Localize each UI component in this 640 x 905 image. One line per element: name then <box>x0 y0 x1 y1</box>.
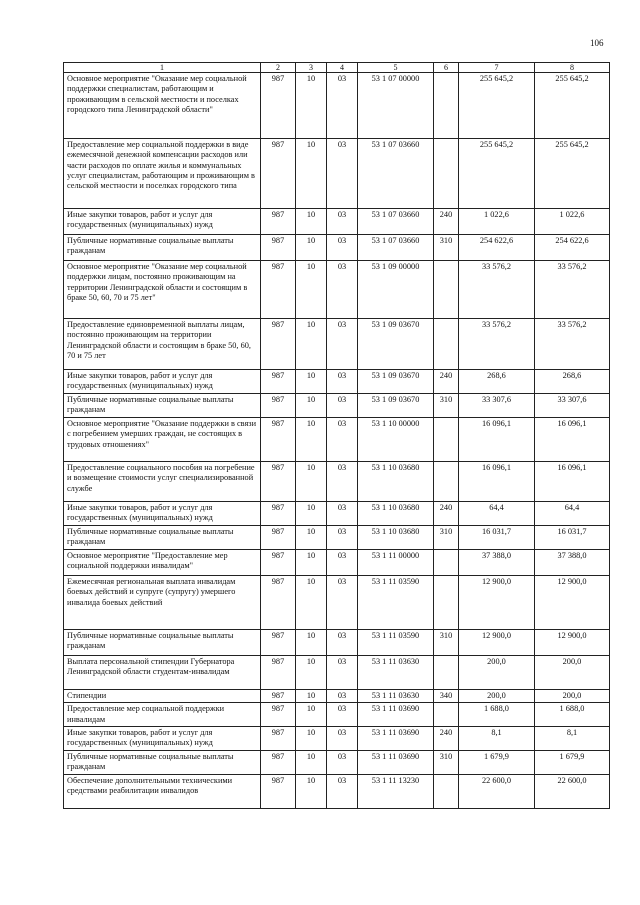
table-row <box>64 502 610 526</box>
expense-type <box>434 703 459 727</box>
expense-type: 310 <box>434 750 459 774</box>
row-name: Публичные нормативные социальные выплаты гражданам <box>64 526 261 550</box>
subsection: 03 <box>327 462 358 502</box>
row-name: Публичные нормативные социальные выплаты гражданам <box>64 750 261 774</box>
target-article: 53 1 07 00000 <box>358 73 434 139</box>
row-name: Основное мероприятие "Оказание поддержки в связи с погребением умерших граждан, не состоящих в трудовых отношениях" <box>64 418 261 462</box>
table-row <box>64 418 610 462</box>
table-body <box>64 73 610 809</box>
column-header-8: 8 <box>535 63 610 73</box>
row-name: Предоставление мер социальной поддержки в виде ежемесячной денежной компенсации расходов или части расходов по оплате жилья и коммунальных услуг специалистам, работающим и проживающим в сельской местности и поселках городского типа <box>64 139 261 209</box>
admin-code: 987 <box>261 394 296 418</box>
amount-year-1: 12 900,0 <box>459 576 535 630</box>
amount-year-2: 255 645,2 <box>535 73 610 139</box>
section: 10 <box>296 727 327 751</box>
target-article: 53 1 10 00000 <box>358 418 434 462</box>
target-article: 53 1 09 03670 <box>358 394 434 418</box>
table-row <box>64 774 610 808</box>
section: 10 <box>296 774 327 808</box>
table-row <box>64 656 610 690</box>
target-article: 53 1 11 00000 <box>358 550 434 576</box>
amount-year-2: 254 622,6 <box>535 235 610 261</box>
subsection: 03 <box>327 394 358 418</box>
amount-year-1: 33 307,6 <box>459 394 535 418</box>
subsection: 03 <box>327 418 358 462</box>
column-header-6: 6 <box>434 63 459 73</box>
section: 10 <box>296 703 327 727</box>
subsection: 03 <box>327 73 358 139</box>
admin-code: 987 <box>261 690 296 703</box>
row-name: Основное мероприятие "Оказание мер социальной поддержки специалистам, работающим и проживающим в сельской местности и поселках городского типа Ленинградской области" <box>64 73 261 139</box>
row-name: Иные закупки товаров, работ и услуг для государственных (муниципальных) нужд <box>64 727 261 751</box>
expense-type: 310 <box>434 394 459 418</box>
target-article: 53 1 11 03630 <box>358 656 434 690</box>
amount-year-1: 12 900,0 <box>459 630 535 656</box>
budget-table <box>63 62 610 809</box>
admin-code: 987 <box>261 209 296 235</box>
subsection: 03 <box>327 750 358 774</box>
section: 10 <box>296 319 327 370</box>
amount-year-1: 16 096,1 <box>459 462 535 502</box>
target-article: 53 1 11 03690 <box>358 727 434 751</box>
amount-year-2: 12 900,0 <box>535 576 610 630</box>
subsection: 03 <box>327 727 358 751</box>
table-row <box>64 750 610 774</box>
subsection: 03 <box>327 690 358 703</box>
subsection: 03 <box>327 502 358 526</box>
subsection: 03 <box>327 630 358 656</box>
target-article: 53 1 11 03590 <box>358 630 434 656</box>
amount-year-2: 16 031,7 <box>535 526 610 550</box>
section: 10 <box>296 502 327 526</box>
section: 10 <box>296 209 327 235</box>
expense-type <box>434 319 459 370</box>
table-row <box>64 526 610 550</box>
expense-type: 340 <box>434 690 459 703</box>
header-row <box>64 63 610 73</box>
section: 10 <box>296 630 327 656</box>
row-name: Стипендии <box>64 690 261 703</box>
subsection: 03 <box>327 576 358 630</box>
table-row <box>64 550 610 576</box>
column-header-4: 4 <box>327 63 358 73</box>
row-name: Предоставление социального пособия на погребение и возмещение стоимости услуг специализированной службе <box>64 462 261 502</box>
table-row <box>64 462 610 502</box>
amount-year-2: 37 388,0 <box>535 550 610 576</box>
amount-year-1: 64,4 <box>459 502 535 526</box>
admin-code: 987 <box>261 703 296 727</box>
target-article: 53 1 11 03590 <box>358 576 434 630</box>
section: 10 <box>296 139 327 209</box>
admin-code: 987 <box>261 576 296 630</box>
section: 10 <box>296 656 327 690</box>
expense-type <box>434 774 459 808</box>
column-header-7: 7 <box>459 63 535 73</box>
amount-year-1: 1 022,6 <box>459 209 535 235</box>
subsection: 03 <box>327 209 358 235</box>
row-name: Публичные нормативные социальные выплаты гражданам <box>64 630 261 656</box>
target-article: 53 1 10 03680 <box>358 526 434 550</box>
amount-year-1: 16 031,7 <box>459 526 535 550</box>
admin-code: 987 <box>261 502 296 526</box>
amount-year-1: 22 600,0 <box>459 774 535 808</box>
expense-type: 240 <box>434 370 459 394</box>
admin-code: 987 <box>261 774 296 808</box>
amount-year-1: 200,0 <box>459 656 535 690</box>
section: 10 <box>296 550 327 576</box>
target-article: 53 1 07 03660 <box>358 235 434 261</box>
amount-year-2: 268,6 <box>535 370 610 394</box>
row-name: Публичные нормативные социальные выплаты гражданам <box>64 394 261 418</box>
section: 10 <box>296 261 327 319</box>
amount-year-2: 200,0 <box>535 656 610 690</box>
amount-year-2: 1 688,0 <box>535 703 610 727</box>
subsection: 03 <box>327 235 358 261</box>
expense-type <box>434 550 459 576</box>
column-header-2: 2 <box>261 63 296 73</box>
amount-year-1: 268,6 <box>459 370 535 394</box>
row-name: Выплата персональной стипендии Губернатора Ленинградской области студентам-инвалидам <box>64 656 261 690</box>
amount-year-2: 16 096,1 <box>535 418 610 462</box>
target-article: 53 1 11 13230 <box>358 774 434 808</box>
admin-code: 987 <box>261 656 296 690</box>
table-row <box>64 261 610 319</box>
amount-year-2: 33 307,6 <box>535 394 610 418</box>
amount-year-2: 33 576,2 <box>535 319 610 370</box>
amount-year-1: 16 096,1 <box>459 418 535 462</box>
table-row <box>64 319 610 370</box>
amount-year-1: 1 679,9 <box>459 750 535 774</box>
table-row <box>64 73 610 139</box>
row-name: Предоставление единовременной выплаты лицам, постоянно проживающим на территории Ленинградской области и состоящим в браке 50, 60, 70 и 75 лет <box>64 319 261 370</box>
amount-year-1: 37 388,0 <box>459 550 535 576</box>
expense-type: 240 <box>434 502 459 526</box>
target-article: 53 1 10 03680 <box>358 502 434 526</box>
amount-year-1: 33 576,2 <box>459 261 535 319</box>
expense-type <box>434 576 459 630</box>
column-header-1: 1 <box>64 63 261 73</box>
amount-year-1: 255 645,2 <box>459 73 535 139</box>
section: 10 <box>296 235 327 261</box>
table-row <box>64 209 610 235</box>
target-article: 53 1 11 03690 <box>358 750 434 774</box>
table-row <box>64 235 610 261</box>
expense-type <box>434 656 459 690</box>
amount-year-2: 22 600,0 <box>535 774 610 808</box>
row-name: Иные закупки товаров, работ и услуг для государственных (муниципальных) нужд <box>64 209 261 235</box>
table-row <box>64 394 610 418</box>
admin-code: 987 <box>261 235 296 261</box>
section: 10 <box>296 690 327 703</box>
admin-code: 987 <box>261 73 296 139</box>
expense-type <box>434 139 459 209</box>
expense-type: 310 <box>434 630 459 656</box>
admin-code: 987 <box>261 526 296 550</box>
target-article: 53 1 09 00000 <box>358 261 434 319</box>
amount-year-2: 1 679,9 <box>535 750 610 774</box>
amount-year-2: 33 576,2 <box>535 261 610 319</box>
expense-type <box>434 261 459 319</box>
table-row <box>64 576 610 630</box>
amount-year-2: 64,4 <box>535 502 610 526</box>
section: 10 <box>296 418 327 462</box>
row-name: Предоставление мер социальной поддержки инвалидам <box>64 703 261 727</box>
row-name: Обеспечение дополнительными техническими средствами реабилитации инвалидов <box>64 774 261 808</box>
row-name: Основное мероприятие "Оказание мер социальной поддержки лицам, постоянно проживающим на территории Ленинградской области и состоящим в браке 50, 60, 70 и 75 лет" <box>64 261 261 319</box>
section: 10 <box>296 576 327 630</box>
expense-type <box>434 73 459 139</box>
amount-year-1: 200,0 <box>459 690 535 703</box>
target-article: 53 1 07 03660 <box>358 139 434 209</box>
expense-type: 310 <box>434 235 459 261</box>
subsection: 03 <box>327 370 358 394</box>
row-name: Основное мероприятие "Предоставление мер социальной поддержки инвалидам" <box>64 550 261 576</box>
subsection: 03 <box>327 261 358 319</box>
amount-year-2: 12 900,0 <box>535 630 610 656</box>
amount-year-1: 8,1 <box>459 727 535 751</box>
table-row <box>64 370 610 394</box>
table-row <box>64 139 610 209</box>
amount-year-2: 255 645,2 <box>535 139 610 209</box>
subsection: 03 <box>327 703 358 727</box>
admin-code: 987 <box>261 319 296 370</box>
admin-code: 987 <box>261 750 296 774</box>
amount-year-1: 255 645,2 <box>459 139 535 209</box>
amount-year-1: 33 576,2 <box>459 319 535 370</box>
admin-code: 987 <box>261 261 296 319</box>
subsection: 03 <box>327 774 358 808</box>
section: 10 <box>296 462 327 502</box>
target-article: 53 1 11 03690 <box>358 703 434 727</box>
subsection: 03 <box>327 526 358 550</box>
section: 10 <box>296 394 327 418</box>
target-article: 53 1 09 03670 <box>358 370 434 394</box>
target-article: 53 1 11 03630 <box>358 690 434 703</box>
amount-year-2: 8,1 <box>535 727 610 751</box>
table-row <box>64 727 610 751</box>
section: 10 <box>296 370 327 394</box>
subsection: 03 <box>327 550 358 576</box>
expense-type <box>434 462 459 502</box>
expense-type: 240 <box>434 209 459 235</box>
amount-year-1: 254 622,6 <box>459 235 535 261</box>
expense-type: 310 <box>434 526 459 550</box>
admin-code: 987 <box>261 550 296 576</box>
subsection: 03 <box>327 139 358 209</box>
admin-code: 987 <box>261 139 296 209</box>
table-row <box>64 630 610 656</box>
amount-year-1: 1 688,0 <box>459 703 535 727</box>
page-number: 106 <box>590 38 604 48</box>
subsection: 03 <box>327 319 358 370</box>
subsection: 03 <box>327 656 358 690</box>
admin-code: 987 <box>261 727 296 751</box>
column-header-3: 3 <box>296 63 327 73</box>
amount-year-2: 16 096,1 <box>535 462 610 502</box>
expense-type: 240 <box>434 727 459 751</box>
row-name: Ежемесячная региональная выплата инвалидам боевых действий и супруге (супругу) умершего инвалида боевых действий <box>64 576 261 630</box>
amount-year-2: 200,0 <box>535 690 610 703</box>
column-header-5: 5 <box>358 63 434 73</box>
table-row <box>64 703 610 727</box>
table-row <box>64 690 610 703</box>
target-article: 53 1 10 03680 <box>358 462 434 502</box>
expense-type <box>434 418 459 462</box>
admin-code: 987 <box>261 630 296 656</box>
amount-year-2: 1 022,6 <box>535 209 610 235</box>
section: 10 <box>296 73 327 139</box>
row-name: Иные закупки товаров, работ и услуг для государственных (муниципальных) нужд <box>64 370 261 394</box>
row-name: Иные закупки товаров, работ и услуг для государственных (муниципальных) нужд <box>64 502 261 526</box>
target-article: 53 1 07 03660 <box>358 209 434 235</box>
admin-code: 987 <box>261 418 296 462</box>
section: 10 <box>296 750 327 774</box>
section: 10 <box>296 526 327 550</box>
admin-code: 987 <box>261 370 296 394</box>
admin-code: 987 <box>261 462 296 502</box>
target-article: 53 1 09 03670 <box>358 319 434 370</box>
row-name: Публичные нормативные социальные выплаты гражданам <box>64 235 261 261</box>
